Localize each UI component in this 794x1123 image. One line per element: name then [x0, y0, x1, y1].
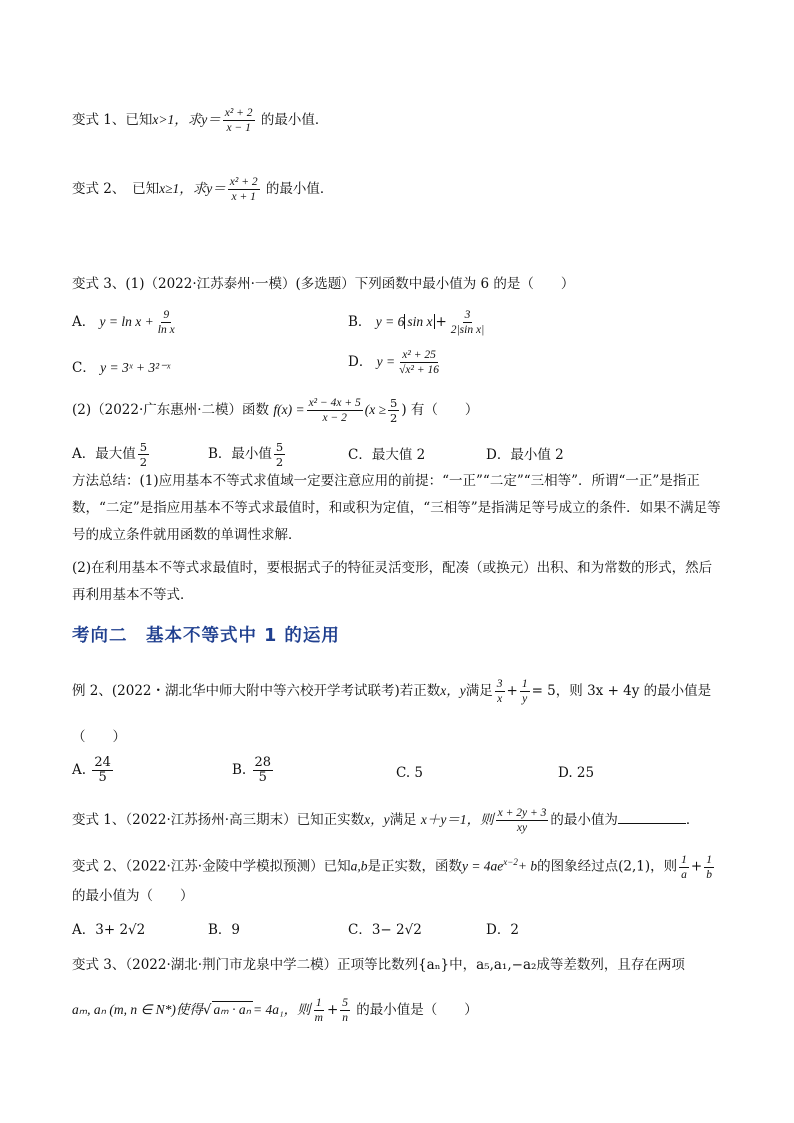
part-2-option-b-text: B．最小值 — [208, 446, 272, 462]
part-2-option-b-fraction — [274, 440, 285, 469]
variant-2-prefix: 变式 2、 已知 — [72, 181, 160, 197]
variant-1-fraction — [223, 106, 255, 135]
example-2-option-c: C. 5 — [396, 765, 424, 781]
ev1-suffix: 的最小值为 — [550, 812, 618, 828]
part-2-numerator: x² − 4x + 5 — [308, 397, 361, 409]
ex2-f1-num: 3 — [496, 678, 503, 690]
condition-denominator: 2 — [390, 411, 398, 425]
variant-3-part-2 — [72, 396, 478, 425]
ev2-option-a: A．3+ 2√2 — [72, 922, 146, 938]
ex2-a-fraction — [92, 756, 113, 785]
part-2-denominator: x − 2 — [322, 412, 347, 424]
ex2-a-num: 24 — [94, 755, 111, 770]
variant-1 — [72, 106, 328, 135]
example-2-vars: x，y — [440, 683, 466, 698]
p2b-den: 2 — [275, 455, 284, 469]
variant-2-numerator: x² + 2 — [229, 176, 258, 188]
variant-1-condition: x>1，求 — [152, 112, 202, 127]
ex2-f1-den: x — [497, 693, 503, 705]
part-2-condition-fraction — [388, 396, 399, 425]
option-a-fraction — [156, 308, 177, 337]
p2a-den: 2 — [139, 455, 148, 469]
ev3-tail: 的最小值是（ ） — [352, 1002, 478, 1018]
option-a-numerator: 9 — [163, 309, 170, 321]
option-d-denominator: √x² + 16 — [399, 364, 439, 376]
option-a-label: A． — [72, 314, 96, 330]
variant-3-option-b — [348, 308, 488, 337]
ev2-tail: 的图象经过点 — [537, 858, 619, 875]
exercise-variant-3-line-2 — [72, 996, 478, 1025]
example-2-fraction-2 — [520, 677, 530, 706]
example-2 — [72, 677, 711, 706]
ev2-fraction-1 — [679, 853, 689, 882]
p2a-num: 5 — [139, 440, 148, 454]
ev2-mid: 是正实数，函数 — [367, 858, 462, 875]
ev2-point: (2,1) — [618, 858, 651, 875]
option-a-expr: y = ln x + — [99, 314, 154, 329]
condition-numerator: 5 — [390, 396, 398, 410]
option-d-label: D． — [348, 354, 373, 370]
ev2-function: y = 4ae — [461, 858, 504, 874]
ev1-den: xy — [516, 822, 528, 834]
exercise-variant-1 — [72, 806, 699, 835]
ex2-f2-den: y — [522, 693, 528, 705]
variant-2-condition: x≥1，求 — [159, 181, 207, 196]
variant-2-fraction — [228, 175, 260, 204]
option-b-expr: y = 6 — [375, 314, 405, 329]
example-2-tail: ，则 3x + 4y 的最小值是 — [555, 683, 712, 699]
ev1-mid: 满足 — [389, 812, 417, 828]
example-2-option-d: D. 25 — [558, 765, 595, 781]
method-summary-2: (2)在利用基本不等式求最值时，要根据式子的特征灵活变形，配凑（或换元）出积、和为常数的形式，然后再利用基本不等式． — [72, 560, 713, 603]
variant-3-option-a — [72, 308, 179, 337]
variant-2-y: y＝ — [206, 181, 226, 196]
ex2-a-den: 5 — [98, 770, 107, 785]
ev3-fraction-2 — [340, 996, 350, 1025]
option-a-denominator: ln x — [157, 324, 175, 336]
part-2-option-a-fraction — [138, 440, 149, 469]
example-2-option-b — [232, 756, 275, 785]
part-2-condition: (x ≥ — [364, 402, 387, 417]
ev2-then: ，则 — [650, 858, 678, 875]
ev1-prefix: 变式 1、（2022·江苏扬州·高三期末）已知正实数 — [72, 812, 365, 828]
ex2-eq: = 5 — [531, 683, 556, 699]
p2b-num: 5 — [275, 440, 284, 454]
ev2-f1-num: 1 — [681, 853, 687, 866]
part-2-fraction — [307, 396, 363, 425]
option-d-numerator: x² + 25 — [402, 349, 436, 361]
variant-1-prefix: 变式 1、已知 — [72, 112, 153, 128]
ex2-b-fraction — [253, 756, 274, 785]
variant-2 — [72, 175, 333, 204]
ev2-line-2: 的最小值为（ ） — [72, 888, 194, 904]
option-b-abs: sin x — [404, 314, 435, 329]
example-2-stem: 例 2、(2022・湖北华中师大附中等六校开学考试联考)若正数 — [72, 683, 441, 699]
option-c-label: C． — [72, 360, 96, 376]
example-2-mid: 满足 — [465, 683, 493, 699]
ev2-exponent: x−2 — [503, 857, 518, 867]
part-2-option-b — [208, 440, 287, 469]
part-2-prefix: (2)（2022·广东惠州·二模）函数 — [72, 402, 270, 418]
ev1-vars: x，y — [364, 812, 390, 827]
part-2-function: f(x) = — [273, 402, 305, 417]
ev3-f2-num: 5 — [342, 997, 349, 1009]
ev2-option-d: D．2 — [486, 922, 519, 938]
ev3-plus: + — [326, 1002, 339, 1018]
ev3-f1-num: 1 — [315, 997, 322, 1009]
ex2-b-num: 28 — [254, 755, 272, 770]
variant-1-numerator: x² + 2 — [224, 107, 253, 119]
ev2-f2-den: b — [706, 868, 712, 881]
exercise-variant-3: 变式 3、（2022·湖北·荆门市龙泉中学二模）正项等比数列{aₙ}中，a₅,a₁,−a₂成等差数列，且存在两项 — [72, 957, 685, 973]
variant-2-suffix: 的最小值． — [261, 181, 334, 197]
ev3-eq: = 4a₁，则 — [252, 1002, 311, 1017]
option-b-fraction — [449, 308, 486, 337]
option-b-label: B． — [348, 314, 372, 330]
ev2-prefix: 变式 2、（2022·江苏·金陵中学模拟预测）已知 — [72, 858, 351, 875]
option-d-expr: y = — [376, 354, 396, 369]
ev2-f1-den: a — [681, 868, 687, 881]
example-2-option-a — [72, 756, 115, 785]
example-2-paren: （ ） — [72, 729, 126, 745]
option-d-fraction — [397, 348, 441, 377]
part-2-option-d: D．最小值 2 — [486, 447, 564, 463]
part-2-suffix: ) 有（ ） — [401, 402, 479, 418]
sqrt-sign: √ — [202, 1002, 212, 1018]
variant-1-denominator: x − 1 — [226, 122, 251, 134]
section-heading: 考向二 基本不等式中 1 的运用 — [72, 626, 340, 646]
part-2-option-a-text: A．最大值 — [72, 446, 136, 462]
ev2-function-tail: + b — [517, 858, 538, 874]
variant-1-y: y＝ — [201, 112, 221, 127]
part-2-option-c: C．最大值 2 — [348, 447, 426, 463]
ev1-end: ． — [685, 812, 700, 828]
ev2-f2-num: 1 — [706, 853, 712, 866]
option-c-expr: y = 3ˣ + 3²⁻ˣ — [100, 360, 171, 375]
variant-2-denominator: x + 1 — [231, 191, 256, 203]
ex2-b-den: 5 — [258, 770, 267, 785]
variant-3-option-c — [72, 356, 170, 376]
ev2-fraction-2 — [704, 853, 714, 882]
ev3-sequence: aₘ, aₙ (m, n ∈ N*)使得 — [72, 1002, 203, 1017]
ev3-f2-den: n — [342, 1012, 349, 1024]
variant-1-suffix: 的最小值． — [256, 112, 329, 128]
ex2-a-label: A. — [72, 762, 87, 778]
variant-3-stem: 变式 3、(1)（2022·江苏泰州·一模）(多选题）下列函数中最小值为 6 的是（ ） — [72, 276, 575, 292]
part-2-option-a — [72, 440, 151, 469]
ev3-sqrt: aₘ · aₙ — [213, 1002, 251, 1017]
ex2-plus: + — [506, 683, 518, 699]
ev2-vars: a,b — [350, 858, 368, 874]
ev2-option-b: B．9 — [208, 922, 241, 938]
ev2-option-c: C．3− 2√2 — [348, 922, 422, 938]
ev1-num: x + 2y + 3 — [497, 807, 547, 819]
ev1-condition: x＋y＝1，则 — [420, 812, 494, 827]
variant-3-option-d — [348, 348, 443, 377]
exercise-variant-2 — [72, 852, 716, 882]
method-summary-1: 方法总结：(1)应用基本不等式求值域一定要注意应用的前提：“一正”“二定”“三相等”．所谓“一正”是指正数，“二定”是指应用基本不等式求最值时，和或积为定值，“三相等”是指满足等号成立的条件．如果不满足等号的成立条件就用函数的单调性求解． — [72, 473, 721, 543]
ex2-b-label: B. — [232, 762, 247, 778]
ev3-fraction-1 — [313, 996, 325, 1025]
ev1-fraction — [496, 806, 549, 835]
option-b-plus: + — [435, 314, 447, 330]
option-b-numerator: 3 — [464, 309, 471, 321]
ev3-f1-den: m — [314, 1012, 323, 1024]
ev2-plus: + — [690, 858, 703, 875]
option-b-denominator: 2|sin x| — [450, 324, 485, 336]
example-2-fraction-1 — [495, 677, 505, 706]
ex2-f2-num: 1 — [521, 678, 528, 690]
answer-blank[interactable] — [618, 809, 686, 824]
